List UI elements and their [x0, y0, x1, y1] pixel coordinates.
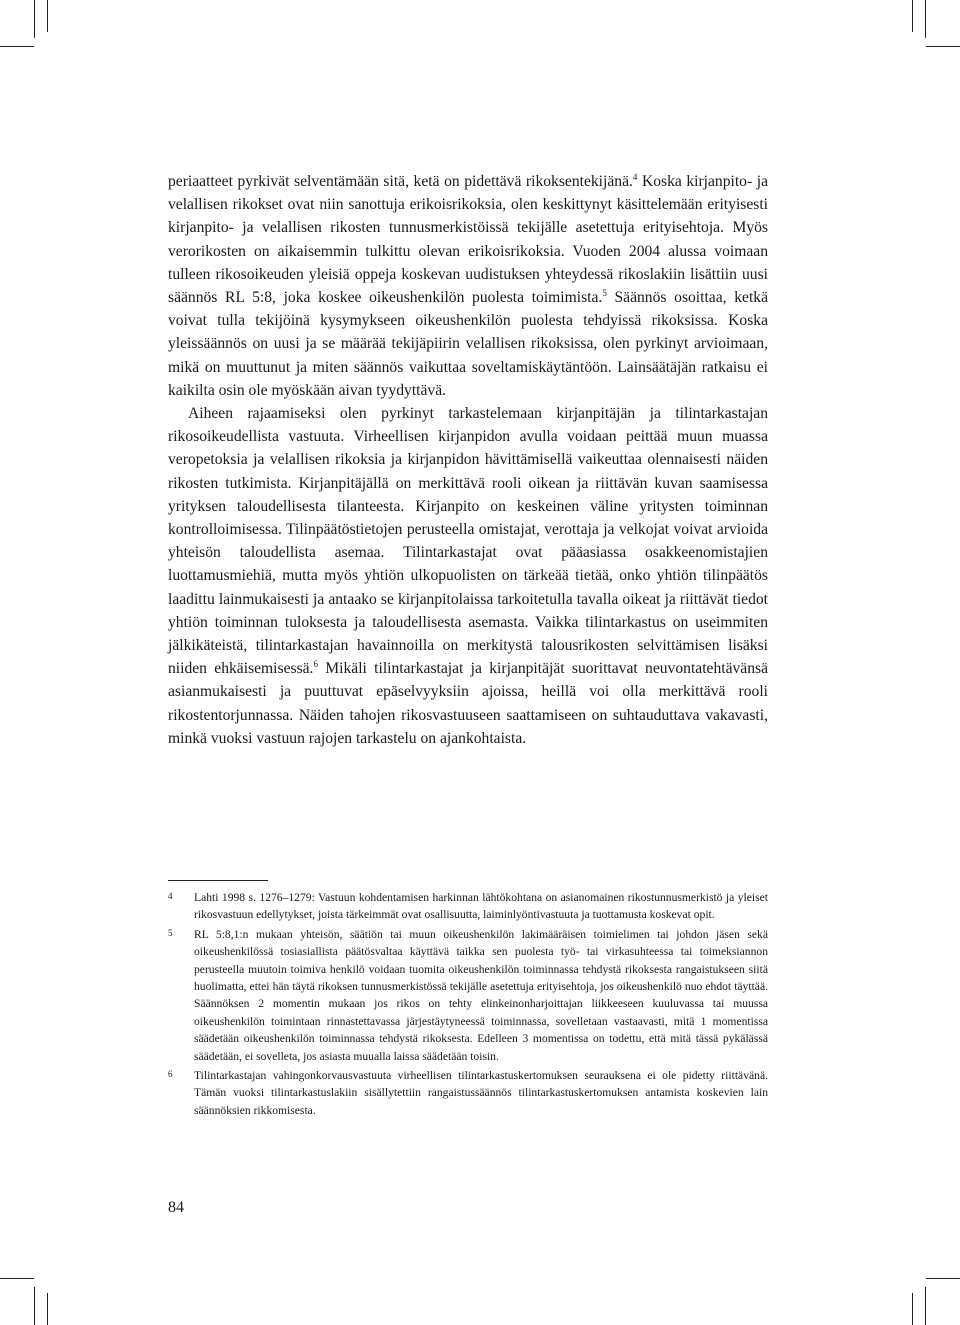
page-number: 84	[168, 1199, 184, 1216]
crop-mark-bottom-right-vertical-2	[925, 1287, 926, 1325]
crop-mark-bottom-left-vertical-2	[47, 1293, 48, 1325]
footnote-ref-6: 6	[313, 659, 318, 670]
footnote-number: 5	[168, 927, 173, 938]
crop-mark-bottom-left-horizontal	[0, 1278, 34, 1279]
paragraph-2-text: Aiheen rajaamiseksi olen pyrkinyt tarkastelemaan kirjanpitäjän ja tilintarkastajan rikosoikeudellista vastuuta. Virheellisen kirjanpidon avulla voidaan peittää muun muassa veropetoksia ja velallisen rikoksia ja kirjanpidon hävittämisellä vaikeuttaa olennaisesti näiden rikosten tutkimista. Kirjanpitäjällä on merkittävä rooli oikean ja riittävän kuvan saamisessa yrityksen taloudellisesta tilanteesta. Kirjanpito on keskeinen väline yritysten toiminnan kontrolloimisessa. Tilinpäätöstietojen perusteella omistajat, verottaja ja velkojat voivat arvioida yhteisön taloudellista asemaa. Tilintarkastajat ovat pääasiassa osakkeenomistajien luottamusmiehiä, mutta myös yhtiön ulkopuolisten on tärkeää tietää, onko yhtiön tilinpäätös laadittu lainmukaisesti ja antaako se kirjanpitolaissa tarkoitetulla tavalla oikeat ja riittävät tiedot yhtiön toiminnan tuloksesta ja taloudellisesta asemasta. Vaikka tilintarkastus on useimmiten jälkikäteistä, tilintarkastajan havainnoilla on merkitystä talousrikosten selvittämisen lisäksi niiden ehkäisemisessä.	[168, 405, 768, 678]
crop-mark-top-left-vertical-2	[47, 0, 48, 32]
footnote-ref-5: 5	[602, 287, 607, 298]
paragraph-1-text: periaatteet pyrkivät selventämään sitä, ketä on pidettävä rikoksentekijänä.	[168, 173, 633, 190]
footnote-text: RL 5:8,1:n mukaan yhteisön, säätiön tai muun oikeushenkilön lakimääräisen toimielimen tai johdon jäsen sekä oikeushenkilössä tosiasiallista päätösvaltaa käyttävä taikka sen puolesta työ- tai virkasuhteessa tai toimeksiannon perusteella muutoin toimiva henkilö voidaan tuomita oikeushenkilön toiminnassa tehdystä rikoksesta rangaistukseen siitä huolimatta, ettei hän täytä rikoksen tunnusmerkistössä tekijälle asetettuja erityisehtoja, jos oikeushenkilö nuo ehdot täyttää. Säännöksen 2 momentin mukaan jos rikos on tehty elinkeinonharjoittajan liikkeeseen kuuluvassa tai muussa oikeushenkilön toimintaan rinnastettavassa järjestäytyneessä toiminnassa, sovelletaan vastaavasti, mitä 1 momentissa säädetään oikeushenkilön toiminnassa tehdystä rikoksesta. Edelleen 3 momentissa on todettu, että mitä tässä pykälässä säädetään, ei sovelleta, jos asiasta muualla laissa säädetään toisin.	[194, 927, 768, 1063]
paragraph-1-text: Koska kirjanpito- ja velallisen rikokset ovat niin sanottuja erikoisrikoksia, olen keskittynyt käsittelemään erityisesti kirjanpito- ja velallisen rikosten tunnusmerkistöissä tekijälle asetettuja erityisehtoja. Myös verorikosten on aikaisemmin tulkittu olevan erikoisrikoksia. Vuoden 2004 alussa voimaan tulleen rikosoikeuden yleisiä oppeja koskevan uudistuksen yhteydessä rikoslakiin lisättiin uusi säännös RL 5:8, joka koskee oikeushenkilön puolesta toimimista.	[168, 173, 768, 307]
crop-mark-top-right-vertical-2	[925, 0, 926, 38]
footnote-5	[168, 926, 768, 1065]
crop-mark-bottom-left-vertical	[34, 1287, 35, 1325]
crop-mark-top-right-horizontal	[926, 46, 960, 47]
crop-mark-top-right-vertical	[912, 0, 913, 32]
footnote-ref-4: 4	[632, 171, 638, 182]
body-text	[168, 170, 768, 750]
footnote-divider	[168, 880, 268, 881]
footnote-6	[168, 1067, 768, 1119]
footnote-text: Lahti 1998 s. 1276–1279: Vastuun kohdentamisen harkinnan lähtökohtana on asianomainen rikostunnusmerkistö ja yleiset rikosvastuun edellytykset, joista tärkeimmät ovat osallisuutta, laiminlyöntivastuuta ja tuottamusta koskevat opit.	[194, 891, 768, 922]
footnotes	[168, 889, 768, 1119]
paragraph-1-text: Säännös osoittaa, ketkä voivat tulla tekijöinä kysymykseen oikeushenkilön puolesta tehdyissä rikoksissa. Koska yleissäännös on uusi ja se määrää tekijäpiirin velallisen rikoksissa, olen pyrkinyt arvioimaan, mikä on muuttunut ja miten säännös vaikuttaa soveltamiskäytäntöön. Lainsäätäjän ratkaisu ei kaikilta osin ole myöskään aivan tyydyttävä.	[168, 289, 768, 399]
paragraph-1	[168, 170, 768, 402]
footnote-number: 6	[168, 1069, 173, 1080]
paragraph-2	[168, 402, 768, 750]
footnote-text: Tilintarkastajan vahingonkorvausvastuuta virheellisen tilintarkastuskertomuksen seurauksena ei ole pidetty riittävänä. Tämän vuoksi tilintarkastuslakiin sisällytettiin rangaistussäännös tilintarkastuskertomuksen antamista koskevien lain säännöksien rikkomisesta.	[194, 1069, 768, 1117]
footnote-4	[168, 889, 768, 924]
footnote-number: 4	[168, 891, 173, 901]
crop-mark-top-left-horizontal	[0, 46, 34, 47]
crop-mark-top-left-vertical	[34, 0, 35, 38]
paragraph-2-text: Mikäli tilintarkastajat ja kirjanpitäjät suorittavat neuvontatehtävänsä asianmukaisesti ja puuttuvat epäselvyyksiin ajoissa, heillä voi olla merkittävä rooli rikostentorjunnassa. Näiden tahojen rikosvastuuseen saattamiseen on suhtauduttava vakavasti, minkä vuoksi vastuun rajojen tarkastelu on ajankohtaista.	[168, 660, 769, 747]
crop-mark-bottom-right-vertical	[912, 1293, 913, 1325]
crop-mark-bottom-right-horizontal	[926, 1278, 960, 1279]
